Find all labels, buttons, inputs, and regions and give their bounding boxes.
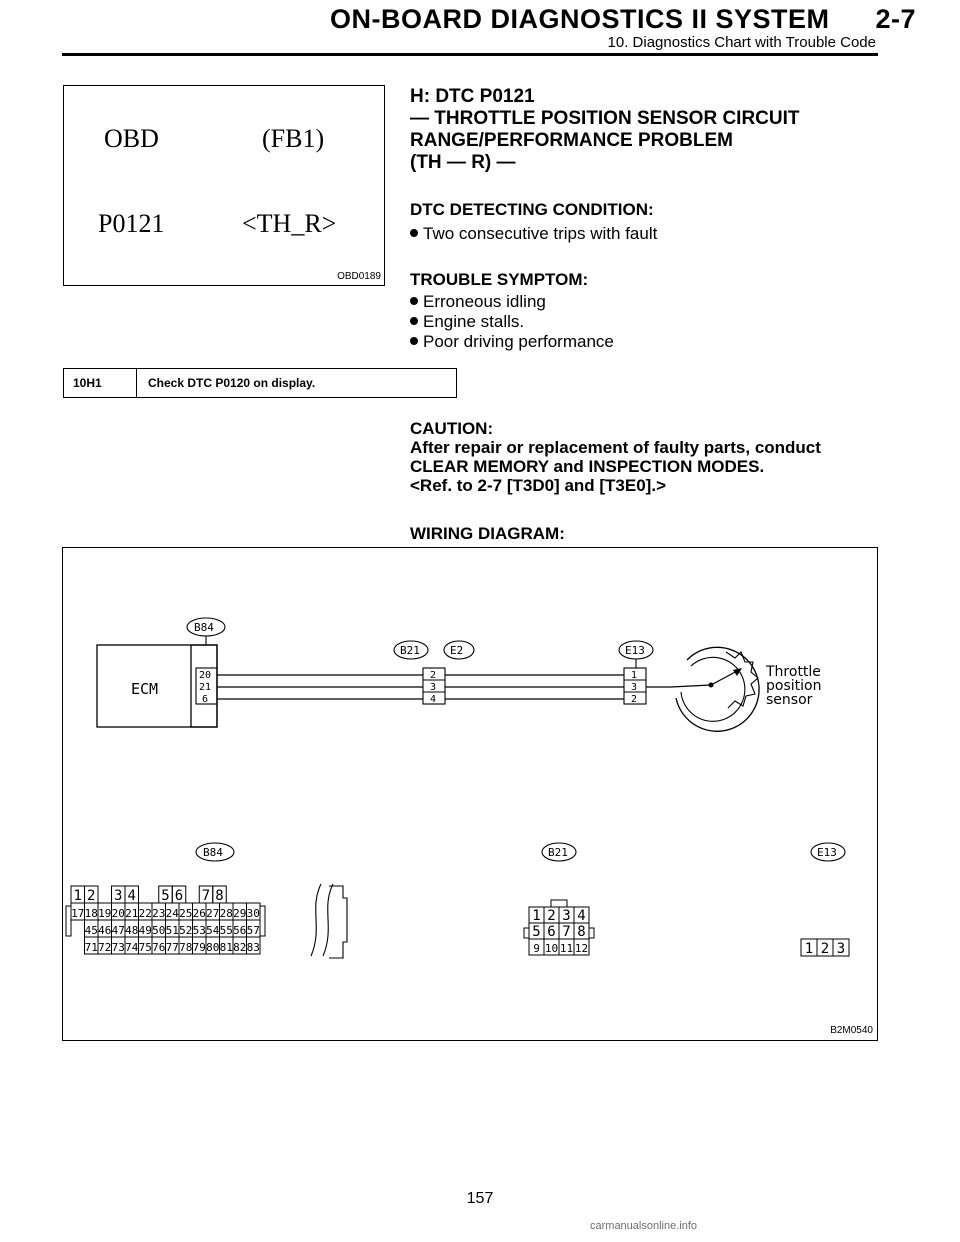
connector-pin-number: 2	[547, 908, 556, 924]
sensor-label-line2: position	[766, 678, 822, 694]
connector-pin-number: 2	[820, 941, 830, 957]
connector-pin-number: 10	[544, 942, 559, 955]
b84-face-label: B84	[203, 846, 223, 859]
sensor-pivot	[709, 683, 714, 688]
connector-pin-number: 48	[125, 924, 139, 937]
wiring-diagram-svg	[63, 548, 877, 1040]
watermark-text: carmanualsonline.info	[590, 1220, 698, 1232]
connector-pin-number: 53	[192, 924, 206, 937]
connector-pin-number: 23	[152, 907, 166, 920]
connector-pin-number: 79	[192, 941, 206, 954]
wiring-diagram-figure	[62, 547, 878, 1041]
obd-display-line1-left: OBD	[104, 124, 159, 153]
mid-pin-label: 4	[430, 694, 437, 705]
connector-pin-number: 6	[174, 888, 184, 904]
connector-pin-number: 56	[233, 924, 247, 937]
connector-pin-number: 22	[138, 907, 152, 920]
connector-pin-number: 50	[152, 924, 166, 937]
connector-pin-number: 71	[84, 941, 98, 954]
connector-pin-number: 19	[98, 907, 112, 920]
connector-pin-number: 25	[179, 907, 193, 920]
ecm-pin-label: 21	[199, 682, 212, 693]
dtc-heading-line1: H: DTC P0121	[410, 86, 535, 107]
connector-pin-number: 21	[125, 907, 139, 920]
connector-pin-number: 3	[836, 941, 846, 957]
connector-pin-number: 18	[84, 907, 98, 920]
trouble-symptom-item	[410, 332, 614, 352]
connector-pin-number: 46	[98, 924, 112, 937]
connector-pin-number: 6	[547, 924, 556, 940]
connector-side-tab	[524, 928, 529, 938]
connector-pin-number: 17	[71, 907, 85, 920]
sensor-pin-label: 2	[631, 694, 638, 705]
connector-pin-number: 80	[206, 941, 220, 954]
connector-pin-number: 75	[138, 941, 152, 954]
sensor-inner-arc	[681, 657, 745, 721]
step-id: 10H1	[64, 369, 137, 397]
connector-pin-number: 28	[219, 907, 233, 920]
connector-pin-number: 47	[111, 924, 125, 937]
dtc-heading-line3: RANGE/PERFORMANCE PROBLEM	[410, 130, 734, 151]
b84-connector-face	[66, 886, 265, 954]
e13-face-label: E13	[817, 846, 837, 859]
connector-pin-number: 83	[246, 941, 260, 954]
caution-title: CAUTION:	[410, 419, 494, 438]
sensor-housing-arc	[676, 647, 759, 731]
connector-pin-number: 73	[111, 941, 125, 954]
connector-pin-number: 82	[233, 941, 247, 954]
connector-pin-number: 54	[206, 924, 220, 937]
connector-pin-number: 55	[219, 924, 233, 937]
sensor-resistor-zigzag	[726, 652, 758, 708]
detecting-condition-item	[410, 224, 657, 244]
header-section-number: 2-7	[875, 4, 917, 34]
connector-pin-number: 72	[98, 941, 112, 954]
ecm-pin-label: 6	[202, 694, 209, 705]
b84-break-mark	[311, 884, 333, 956]
obd-display-line2-left: P0121	[98, 209, 165, 238]
connector-side-tab	[589, 928, 594, 938]
connector-pin-number: 76	[152, 941, 166, 954]
header-title-text: ON-BOARD DIAGNOSTICS II SYSTEM	[330, 4, 830, 34]
connector-pin-number: 11	[559, 942, 574, 955]
wiring-diagram-title: WIRING DIAGRAM:	[410, 524, 565, 543]
connector-pin-number: 3	[562, 908, 571, 924]
connector-pin-number: 1	[73, 888, 82, 904]
connector-pin-number: 81	[219, 941, 233, 954]
sensor-pin-label: 1	[631, 670, 638, 681]
bullet-icon	[410, 229, 418, 237]
caution-line2: CLEAR MEMORY and INSPECTION MODES.	[410, 457, 765, 476]
b21-connector-label: B21	[400, 644, 420, 657]
mid-pin-label: 3	[430, 682, 437, 693]
connector-pin-number: 52	[179, 924, 193, 937]
header-rule	[62, 53, 878, 56]
connector-pin-number: 1	[532, 908, 541, 924]
ecm-label: ECM	[131, 680, 159, 698]
connector-pin-number: 3	[114, 888, 123, 904]
page-number: 157	[466, 1190, 494, 1207]
sensor-pin-label: 3	[631, 682, 638, 693]
connector-pin-number: 49	[138, 924, 152, 937]
connector-pin-number: 26	[192, 907, 206, 920]
e13-connector-face	[801, 939, 849, 957]
bullet-icon	[410, 317, 418, 325]
connector-pin-number: 4	[577, 908, 586, 924]
b84-connector-label: B84	[194, 621, 214, 634]
e2-connector-label: E2	[450, 644, 464, 657]
connector-pin-number: 45	[84, 924, 98, 937]
page-header-subtitle: 10. Diagnostics Chart with Trouble Code	[607, 34, 876, 51]
trouble-symptom-text: Engine stalls.	[423, 312, 525, 331]
connector-pin-number: 57	[246, 924, 260, 937]
sensor-wiper	[671, 685, 711, 687]
b21-connector-face	[524, 900, 594, 955]
trouble-symptom-item	[410, 292, 546, 312]
connector-pin-number: 8	[577, 924, 586, 940]
step-text: Check DTC P0120 on display.	[148, 376, 316, 390]
connector-pin-number: 7	[201, 888, 211, 904]
connector-pin-number: 9	[533, 942, 540, 955]
trouble-symptom-text: Poor driving performance	[423, 332, 614, 351]
ecm-pin-label: 20	[199, 670, 212, 681]
connector-pin-number: 2	[87, 888, 96, 904]
dtc-heading-line4: (TH — R) —	[410, 152, 516, 173]
sensor-label-line3: sensor	[766, 692, 813, 708]
connector-pin-number: 74	[125, 941, 139, 954]
connector-pin-number: 5	[161, 888, 170, 904]
connector-pin-number: 20	[111, 907, 125, 920]
trouble-symptom-item	[410, 312, 524, 332]
connector-pin-number: 5	[532, 924, 541, 940]
obd-display-line1-right: (FB1)	[262, 124, 325, 153]
sensor-label-line1: Throttle	[766, 664, 821, 680]
connector-pin-number: 4	[127, 888, 136, 904]
connector-pin-number: 8	[215, 888, 224, 904]
connector-pin-number: 27	[206, 907, 220, 920]
caution-line1: After repair or replacement of faulty parts, conduct	[410, 438, 821, 457]
wiring-figure-id: B2M0540	[830, 1025, 873, 1036]
connector-pin-number: 77	[165, 941, 179, 954]
connector-pin-number: 7	[562, 924, 571, 940]
obd-display-figure	[63, 85, 385, 286]
caution-reference: <Ref. to 2-7 [T3D0] and [T3E0].>	[410, 476, 666, 495]
trouble-symptom-title: TROUBLE SYMPTOM:	[410, 270, 589, 289]
e13-connector-label: E13	[625, 644, 645, 657]
trouble-symptom-text: Erroneous idling	[423, 292, 546, 311]
mid-pin-label: 2	[430, 670, 437, 681]
bullet-icon	[410, 297, 418, 305]
detecting-condition-text: Two consecutive trips with fault	[423, 224, 658, 243]
sensor-wiper-arrow-icon	[733, 668, 742, 676]
obd-display-line2-right: <TH_R>	[242, 209, 337, 238]
b84-housing-edge	[329, 886, 347, 958]
connector-pin-number: 30	[246, 907, 260, 920]
bullet-icon	[410, 337, 418, 345]
dtc-heading-line2: — THROTTLE POSITION SENSOR CIRCUIT	[410, 108, 800, 129]
connector-pin-number: 24	[165, 907, 179, 920]
page-header-title	[330, 4, 917, 35]
connector-side-tab	[260, 906, 265, 936]
detecting-condition-title: DTC DETECTING CONDITION:	[410, 200, 654, 219]
connector-pin-number: 51	[165, 924, 179, 937]
step-table	[63, 368, 457, 398]
b21-face-label: B21	[548, 846, 568, 859]
connector-pin-number: 29	[233, 907, 247, 920]
obd-figure-id: OBD0189	[337, 271, 381, 282]
connector-pin-number: 78	[179, 941, 193, 954]
connector-pin-number: 12	[574, 942, 589, 955]
connector-pin-number: 1	[804, 941, 814, 957]
connector-lock-tab	[551, 900, 567, 907]
